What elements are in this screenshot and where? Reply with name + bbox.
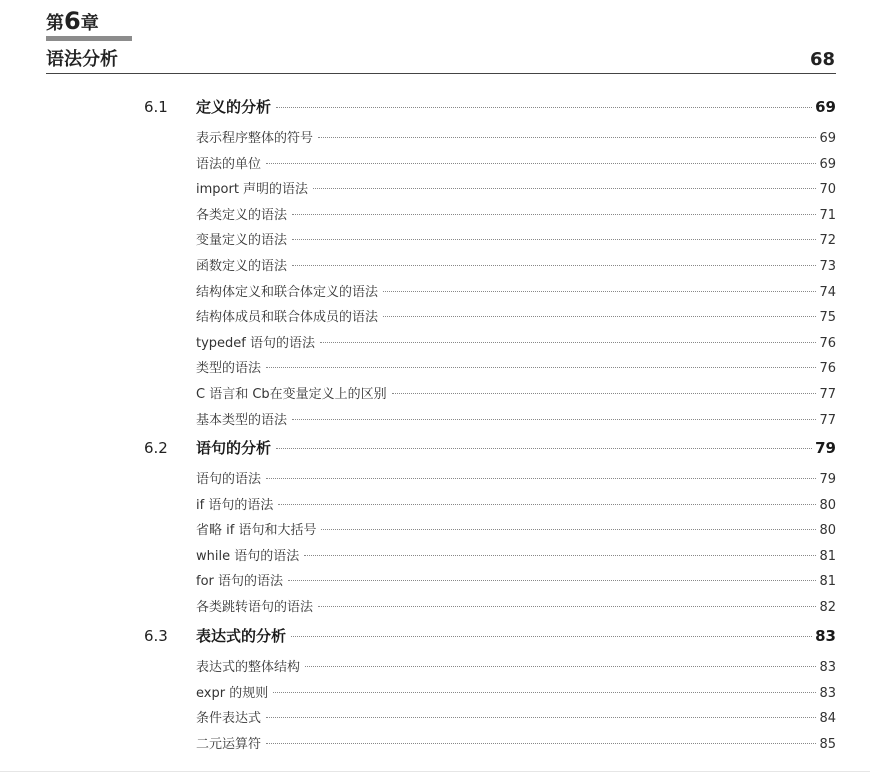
section-page-number: 83 bbox=[815, 627, 836, 645]
dot-leader bbox=[276, 448, 812, 449]
toc-subsection-entry[interactable] bbox=[196, 470, 836, 490]
subsection-page-number: 72 bbox=[819, 233, 836, 249]
toc-subsection-entry[interactable] bbox=[196, 658, 836, 678]
subsection-page-number: 75 bbox=[819, 310, 836, 326]
subsection-title: if 语句的语法 bbox=[196, 497, 274, 513]
section-number: 6.2 bbox=[144, 439, 168, 457]
toc-section-entry[interactable] bbox=[196, 96, 836, 118]
subsection-title: 函数定义的语法 bbox=[196, 259, 288, 274]
toc-subsection-entry[interactable] bbox=[196, 257, 836, 277]
section-title: 语句的分析 bbox=[196, 439, 272, 457]
dot-leader bbox=[383, 316, 816, 317]
subsection-title: 结构体定义和联合体定义的语法 bbox=[196, 284, 379, 300]
dot-leader bbox=[320, 342, 816, 343]
dot-leader bbox=[266, 478, 816, 479]
subsection-page-number: 76 bbox=[819, 361, 836, 377]
toc-subsection-entry[interactable] bbox=[196, 385, 836, 405]
subsection-title: import 声明的语法 bbox=[196, 182, 309, 198]
section-number: 6.1 bbox=[144, 98, 168, 116]
chapter-number-value: 6 bbox=[64, 7, 81, 35]
dot-leader bbox=[288, 580, 816, 581]
toc-subsection-entry[interactable] bbox=[196, 572, 836, 592]
toc-subsection-entry[interactable] bbox=[196, 155, 836, 175]
section-page-number: 79 bbox=[815, 439, 836, 457]
subsection-page-number: 84 bbox=[819, 711, 836, 727]
chapter-divider bbox=[46, 73, 836, 74]
subsection-page-number: 77 bbox=[819, 412, 836, 428]
subsection-page-number: 81 bbox=[819, 574, 836, 590]
section-number: 6.3 bbox=[144, 627, 168, 645]
subsection-page-number: 73 bbox=[819, 259, 836, 274]
chapter-page-number: 68 bbox=[809, 49, 835, 70]
subsection-page-number: 77 bbox=[819, 387, 836, 402]
toc-subsection-entry[interactable] bbox=[196, 521, 836, 541]
toc-subsection-entry[interactable] bbox=[196, 283, 836, 303]
toc-subsection-entry[interactable] bbox=[196, 206, 836, 226]
subsection-title: 省略 if 语句和大括号 bbox=[196, 523, 317, 539]
dot-leader bbox=[292, 214, 816, 215]
dot-leader bbox=[266, 717, 816, 718]
toc-section-entry[interactable] bbox=[196, 625, 836, 647]
subsection-page-number: 70 bbox=[819, 182, 836, 198]
dot-leader bbox=[278, 504, 816, 505]
section-title: 表达式的分析 bbox=[196, 627, 287, 645]
dot-leader bbox=[304, 555, 816, 556]
subsection-page-number: 74 bbox=[819, 284, 836, 300]
dot-leader bbox=[266, 743, 816, 744]
subsection-page-number: 69 bbox=[819, 131, 836, 146]
subsection-title: 条件表达式 bbox=[196, 711, 262, 727]
chapter-underline bbox=[46, 36, 132, 41]
dot-leader bbox=[291, 636, 812, 637]
subsection-title: typedef 语句的语法 bbox=[196, 335, 315, 351]
dot-leader bbox=[266, 163, 816, 164]
dot-leader bbox=[313, 188, 816, 189]
toc-subsection-entry[interactable] bbox=[196, 411, 836, 431]
subsection-page-number: 69 bbox=[819, 156, 836, 172]
dot-leader bbox=[321, 529, 816, 530]
subsection-page-number: 85 bbox=[819, 736, 836, 752]
toc-subsection-entry[interactable] bbox=[196, 359, 836, 379]
subsection-page-number: 81 bbox=[819, 548, 836, 564]
subsection-page-number: 76 bbox=[819, 335, 836, 351]
subsection-page-number: 83 bbox=[819, 660, 836, 675]
subsection-title: 二元运算符 bbox=[196, 736, 262, 752]
dot-leader bbox=[292, 239, 816, 240]
subsection-title: 基本类型的语法 bbox=[196, 412, 288, 428]
toc-subsection-entry[interactable] bbox=[196, 684, 836, 704]
toc-subsection-entry[interactable] bbox=[196, 334, 836, 354]
section-page-number: 69 bbox=[815, 98, 836, 116]
dot-leader bbox=[292, 419, 816, 420]
subsection-title: 各类跳转语句的语法 bbox=[196, 600, 314, 615]
subsection-page-number: 80 bbox=[819, 497, 836, 513]
chapter-suffix: 章 bbox=[80, 13, 99, 34]
dot-leader bbox=[392, 393, 817, 394]
subsection-page-number: 79 bbox=[819, 472, 836, 487]
subsection-page-number: 82 bbox=[819, 600, 836, 615]
subsection-title: 变量定义的语法 bbox=[196, 233, 288, 249]
toc-subsection-entry[interactable] bbox=[196, 547, 836, 567]
dot-leader bbox=[276, 107, 812, 108]
section-title: 定义的分析 bbox=[196, 98, 272, 116]
subsection-title: while 语句的语法 bbox=[196, 548, 300, 564]
dot-leader bbox=[292, 265, 816, 266]
toc-subsection-entry[interactable] bbox=[196, 598, 836, 618]
subsection-title: 各类定义的语法 bbox=[196, 207, 288, 223]
chapter-title: 语法分析 bbox=[46, 49, 118, 70]
dot-leader bbox=[305, 666, 816, 667]
subsection-page-number: 71 bbox=[819, 207, 836, 223]
subsection-title: expr 的规则 bbox=[196, 685, 269, 701]
toc-subsection-entry[interactable] bbox=[196, 180, 836, 200]
page-bottom-divider bbox=[0, 771, 870, 772]
toc-subsection-entry[interactable] bbox=[196, 496, 836, 516]
toc-section-entry[interactable] bbox=[196, 437, 836, 459]
subsection-title: 语法的单位 bbox=[196, 156, 262, 172]
subsection-page-number: 83 bbox=[819, 685, 836, 701]
subsection-title: 结构体成员和联合体成员的语法 bbox=[196, 310, 379, 326]
toc-subsection-entry[interactable] bbox=[196, 735, 836, 755]
subsection-title: 类型的语法 bbox=[196, 361, 262, 377]
subsection-title: 表示程序整体的符号 bbox=[196, 131, 314, 146]
toc-subsection-entry[interactable] bbox=[196, 231, 836, 251]
toc-subsection-entry[interactable] bbox=[196, 709, 836, 729]
subsection-title: for 语句的语法 bbox=[196, 574, 284, 590]
chapter-prefix: 第 bbox=[46, 13, 64, 34]
toc-subsection-entry[interactable] bbox=[196, 129, 836, 149]
subsection-page-number: 80 bbox=[819, 523, 836, 539]
dot-leader bbox=[383, 291, 816, 292]
toc-subsection-entry[interactable] bbox=[196, 308, 836, 328]
subsection-title: C 语言和 Cb在变量定义上的区别 bbox=[196, 387, 387, 402]
dot-leader bbox=[266, 367, 816, 368]
dot-leader bbox=[318, 137, 816, 138]
dot-leader bbox=[318, 606, 816, 607]
chapter-number bbox=[46, 8, 99, 37]
subsection-title: 表达式的整体结构 bbox=[196, 660, 301, 675]
subsection-title: 语句的语法 bbox=[196, 472, 262, 487]
dot-leader bbox=[273, 692, 816, 693]
